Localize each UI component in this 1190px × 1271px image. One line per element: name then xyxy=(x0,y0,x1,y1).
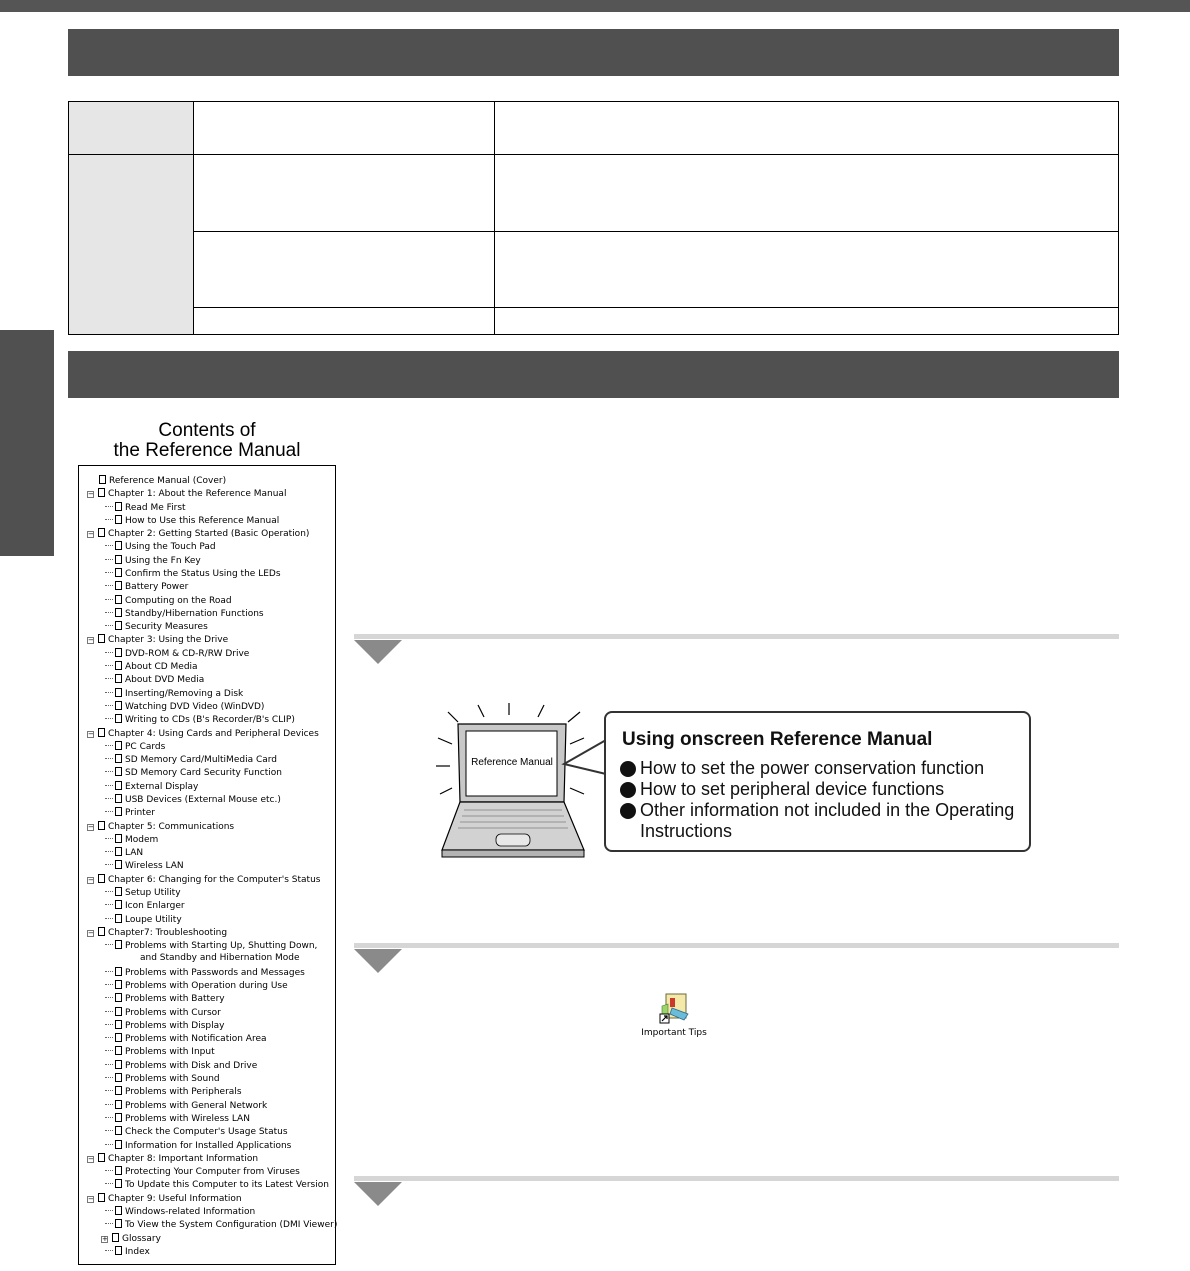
document-icon xyxy=(115,1020,122,1029)
document-icon xyxy=(115,555,122,564)
toc-item[interactable] xyxy=(105,900,185,912)
toc-item-label: Modem xyxy=(125,834,159,845)
toc-item-label: Read Me First xyxy=(125,502,186,513)
toc-item-label: PC Cards xyxy=(125,741,166,752)
tree-connector xyxy=(105,1050,113,1051)
callout-item-text: Other information not included in the Operating Instructions xyxy=(640,800,1015,841)
toc-item-label: Writing to CDs (B's Recorder/B's CLIP) xyxy=(125,715,295,726)
document-icon xyxy=(112,1233,119,1242)
tree-connector xyxy=(105,864,113,865)
document-icon xyxy=(115,807,122,816)
tree-connector xyxy=(105,1117,113,1118)
tree-connector xyxy=(105,971,113,972)
toc-item-label: Wireless LAN xyxy=(125,861,184,872)
callout-title: Using onscreen Reference Manual xyxy=(622,729,933,750)
step-triangle-icon-1 xyxy=(354,640,402,664)
tree-connector xyxy=(105,625,113,626)
document-icon xyxy=(115,1246,122,1255)
toc-item-label: Chapter 8: Important Information xyxy=(108,1153,259,1164)
toc-item[interactable] xyxy=(105,568,281,580)
toc-item[interactable] xyxy=(105,1073,220,1085)
document-icon xyxy=(115,834,122,843)
tree-connector xyxy=(105,944,113,945)
toc-item-label: Check the Computer's Usage Status xyxy=(125,1127,288,1138)
tree-connector xyxy=(105,585,113,586)
toc-item[interactable] xyxy=(105,1086,242,1098)
toc-item-label: LAN xyxy=(125,848,144,859)
document-icon xyxy=(115,993,122,1002)
tree-connector xyxy=(105,692,113,693)
step-triangle-icon-2 xyxy=(354,949,402,973)
callout-list-item xyxy=(620,758,1020,779)
table-cell xyxy=(495,155,1119,231)
tree-connector xyxy=(105,745,113,746)
contents-title xyxy=(78,421,336,461)
document-icon xyxy=(98,821,105,830)
toc-item[interactable] xyxy=(87,634,228,646)
toc-item-label: About CD Media xyxy=(125,662,198,673)
toc-item[interactable] xyxy=(105,781,198,793)
tree-connector xyxy=(105,519,113,520)
document-icon xyxy=(115,714,122,723)
toc-item[interactable] xyxy=(105,834,158,846)
toc-item-label: Chapter 3: Using the Drive xyxy=(108,635,229,646)
toc-item[interactable] xyxy=(105,502,186,514)
toc-item-label: Inserting/Removing a Disk xyxy=(125,688,244,699)
toc-item[interactable] xyxy=(105,807,155,819)
toc-item-label: Standby/Hibernation Functions xyxy=(125,608,264,619)
bullet-icon xyxy=(620,803,636,819)
document-icon xyxy=(98,728,105,737)
tree-connector xyxy=(105,1011,113,1012)
toc-item-label: Icon Enlarger xyxy=(125,901,185,912)
tree-connector xyxy=(105,559,113,560)
toc-item[interactable] xyxy=(105,847,143,859)
toc-item-label: Using the Fn Key xyxy=(125,555,201,566)
expand-toggle-icon[interactable]: + xyxy=(102,1234,108,1243)
toc-item-label: Chapter 4: Using Cards and Peripheral Devices xyxy=(108,728,319,739)
tree-connector xyxy=(105,1130,113,1131)
toc-item[interactable] xyxy=(105,1046,215,1058)
document-icon xyxy=(98,528,105,537)
toc-item-label: Information for Installed Applications xyxy=(125,1140,292,1151)
toc-item-label: Problems with Disk and Drive xyxy=(125,1060,258,1071)
tree-connector xyxy=(105,984,113,985)
toc-item-label: Setup Utility xyxy=(125,887,181,898)
toc-item-label: To Update this Computer to its Latest Version xyxy=(125,1180,329,1191)
bullet-icon xyxy=(620,782,636,798)
expand-toggle-icon[interactable]: − xyxy=(88,729,94,738)
toc-item[interactable] xyxy=(105,767,282,779)
toc-item[interactable] xyxy=(105,993,225,1005)
section-header-bar-1 xyxy=(68,29,1119,76)
toc-item-label: Problems with Display xyxy=(125,1020,225,1031)
document-icon xyxy=(115,847,122,856)
callout-list-item xyxy=(620,779,1020,800)
toc-item-label: Chapter 9: Useful Information xyxy=(108,1193,242,1204)
toc-item[interactable] xyxy=(105,967,305,979)
document-icon xyxy=(115,541,122,550)
tree-connector xyxy=(105,1223,113,1224)
tree-connector xyxy=(105,771,113,772)
toc-item[interactable] xyxy=(105,1033,267,1045)
document-icon xyxy=(115,754,122,763)
toc-item-label: Problems with Battery xyxy=(125,994,225,1005)
expand-toggle-icon[interactable]: − xyxy=(88,636,94,645)
section-header-bar-2 xyxy=(68,351,1119,398)
toc-item[interactable] xyxy=(105,688,243,700)
tree-connector xyxy=(105,612,113,613)
toc-item[interactable] xyxy=(105,860,184,872)
callout-item-text: How to set peripheral device functions xyxy=(640,779,945,799)
toc-item-label: and Standby and Hibernation Mode xyxy=(140,953,300,964)
document-icon xyxy=(115,701,122,710)
document-icon xyxy=(98,1193,105,1202)
toc-item-label: DVD-ROM & CD-R/RW Drive xyxy=(125,648,250,659)
toc-item-label: Index xyxy=(125,1246,150,1257)
document-icon xyxy=(115,1007,122,1016)
toc-item[interactable] xyxy=(105,940,317,952)
expand-toggle-icon[interactable]: − xyxy=(88,822,94,831)
table-cell xyxy=(495,231,1119,307)
tree-connector xyxy=(105,997,113,998)
tree-connector xyxy=(105,1064,113,1065)
toc-item-label: SD Memory Card/MultiMedia Card xyxy=(125,755,277,766)
document-icon xyxy=(115,980,122,989)
toc-item[interactable] xyxy=(87,927,227,939)
toc-item[interactable] xyxy=(105,887,181,899)
toc-item[interactable] xyxy=(105,661,198,673)
toc-item[interactable] xyxy=(105,621,208,633)
document-icon xyxy=(115,648,122,657)
table-cell xyxy=(194,102,495,155)
tree-connector xyxy=(105,838,113,839)
laptop-icon xyxy=(434,700,604,865)
expand-toggle-icon[interactable]: − xyxy=(88,1154,94,1163)
tree-connector xyxy=(105,1170,113,1171)
callout-list xyxy=(620,758,1020,842)
document-icon xyxy=(115,1166,122,1175)
toc-item[interactable] xyxy=(87,821,234,833)
table-cell xyxy=(495,102,1119,155)
toc-item[interactable] xyxy=(105,714,295,726)
important-tips-label[interactable]: Important Tips xyxy=(641,1028,707,1038)
toc-item[interactable] xyxy=(105,1100,267,1112)
toc-item-label: Problems with Input xyxy=(125,1047,215,1058)
toc-item[interactable] xyxy=(105,555,201,567)
step-divider-3 xyxy=(354,1176,1119,1181)
toc-item-label: Using the Touch Pad xyxy=(125,542,216,553)
toc-item[interactable] xyxy=(105,1246,150,1258)
toc-panel xyxy=(78,465,336,1265)
document-icon xyxy=(115,674,122,683)
expand-toggle-icon[interactable]: − xyxy=(88,490,94,499)
document-icon xyxy=(115,1206,122,1215)
toc-item[interactable] xyxy=(87,1153,258,1165)
toc-item[interactable] xyxy=(105,1020,224,1032)
toc-item[interactable] xyxy=(105,1206,255,1218)
toc-item[interactable] xyxy=(105,1219,337,1231)
table-cell xyxy=(69,155,194,335)
toc-item[interactable] xyxy=(105,754,277,766)
tree-connector xyxy=(105,1183,113,1184)
tree-connector xyxy=(105,1077,113,1078)
contents-title-text: Contents of the Reference Manual xyxy=(113,420,301,461)
toc-item[interactable] xyxy=(105,1126,288,1138)
document-icon xyxy=(115,940,122,949)
document-icon xyxy=(98,927,105,936)
toc-item-label: To View the System Configuration (DMI Viewer) xyxy=(125,1220,338,1231)
laptop-screen-label: Reference Manual xyxy=(471,757,553,768)
toc-item-label: Problems with Notification Area xyxy=(125,1034,267,1045)
document-icon xyxy=(98,1153,105,1162)
toc-item[interactable] xyxy=(105,794,281,806)
tree-connector xyxy=(105,1104,113,1105)
toc-item[interactable] xyxy=(140,953,300,964)
toc-item-label: USB Devices (External Mouse etc.) xyxy=(125,794,281,805)
toc-item[interactable] xyxy=(87,488,286,500)
tree-connector xyxy=(105,572,113,573)
callout-pointer-icon xyxy=(560,738,610,778)
document-icon xyxy=(98,634,105,643)
toc-item-label: Computing on the Road xyxy=(125,595,232,606)
tree-connector xyxy=(105,705,113,706)
document-icon xyxy=(115,967,122,976)
toc-item-label: Problems with Sound xyxy=(125,1074,220,1085)
tree-connector xyxy=(105,1024,113,1025)
toc-item[interactable] xyxy=(87,1193,242,1205)
toc-item-label: Reference Manual (Cover) xyxy=(109,476,227,486)
document-icon xyxy=(115,568,122,577)
document-icon xyxy=(115,1179,122,1188)
tree-connector xyxy=(105,1210,113,1211)
toc-item-label: Confirm the Status Using the LEDs xyxy=(125,569,281,580)
document-icon xyxy=(115,608,122,617)
tree-connector xyxy=(105,718,113,719)
tree-connector xyxy=(105,599,113,600)
document-icon xyxy=(115,621,122,630)
expand-toggle-icon[interactable]: − xyxy=(88,928,94,937)
toc-item[interactable] xyxy=(105,1140,291,1152)
document-icon xyxy=(115,781,122,790)
tree-connector xyxy=(105,798,113,799)
toc-item-label: Printer xyxy=(125,808,155,819)
toc-item-label: Loupe Utility xyxy=(125,914,182,925)
toc-item-label: Glossary xyxy=(122,1233,161,1244)
toc-item[interactable] xyxy=(105,701,264,713)
toc-item-label: External Display xyxy=(125,781,199,792)
toc-item[interactable] xyxy=(99,475,226,487)
toc-item[interactable] xyxy=(87,874,320,886)
document-icon xyxy=(115,1140,122,1149)
tree-connector xyxy=(105,811,113,812)
toc-item-label: Chapter 2: Getting Started (Basic Operation) xyxy=(108,529,310,540)
tree-connector xyxy=(105,904,113,905)
toc-item[interactable] xyxy=(105,595,232,607)
toc-item[interactable] xyxy=(105,1179,329,1191)
document-icon xyxy=(115,1126,122,1135)
tree-connector xyxy=(105,918,113,919)
toc-item[interactable] xyxy=(105,541,216,553)
toc-item-label: Security Measures xyxy=(125,622,208,633)
tree-connector xyxy=(105,678,113,679)
document-icon xyxy=(115,1060,122,1069)
callout-item-text: How to set the power conservation function xyxy=(640,758,985,778)
document-icon xyxy=(115,581,122,590)
toc-item[interactable] xyxy=(105,914,182,926)
document-icon xyxy=(115,860,122,869)
toc-item-label: Problems with General Network xyxy=(125,1100,268,1111)
step-divider-1 xyxy=(354,634,1119,639)
document-icon xyxy=(115,688,122,697)
toc-item[interactable] xyxy=(87,528,309,540)
toc-item-label: Problems with Passwords and Messages xyxy=(125,967,305,978)
side-tab xyxy=(0,330,54,556)
toc-item-label: Problems with Peripherals xyxy=(125,1087,242,1098)
toc-item-label: Chapter 5: Communications xyxy=(108,821,235,832)
document-icon xyxy=(115,1086,122,1095)
document-icon xyxy=(98,874,105,883)
document-icon xyxy=(98,488,105,497)
table-cell xyxy=(194,155,495,231)
toc-item-label: Problems with Cursor xyxy=(125,1007,221,1018)
toc-item[interactable] xyxy=(105,1113,250,1125)
expand-toggle-icon[interactable]: − xyxy=(88,875,94,884)
step-divider-2 xyxy=(354,943,1119,948)
toc-item[interactable] xyxy=(105,608,264,620)
toc-item[interactable] xyxy=(105,515,279,527)
toc-item[interactable] xyxy=(105,648,249,660)
toc-item-label: Battery Power xyxy=(125,582,189,593)
table-cell xyxy=(194,231,495,307)
toc-item-label: Watching DVD Video (WinDVD) xyxy=(125,701,265,712)
toc-item[interactable] xyxy=(105,980,288,992)
table-cell xyxy=(495,307,1119,334)
tree-connector xyxy=(105,506,113,507)
document-icon xyxy=(115,1073,122,1082)
toc-item-label: Problems with Starting Up, Shutting Down, xyxy=(125,941,318,952)
expand-toggle-icon[interactable]: − xyxy=(88,1194,94,1203)
toc-item-label: Chapter7: Troubleshooting xyxy=(108,927,228,938)
toc-item[interactable] xyxy=(105,1007,221,1019)
toc-item[interactable] xyxy=(87,728,319,740)
callout-list-item xyxy=(620,800,1020,842)
toc-item-label: Chapter 6: Changing for the Computer's Status xyxy=(108,874,321,885)
toc-item-label: About DVD Media xyxy=(125,675,205,686)
step-triangle-icon-3 xyxy=(354,1182,402,1206)
toc-item[interactable] xyxy=(105,581,188,593)
toc-item[interactable] xyxy=(105,741,165,753)
document-icon xyxy=(115,767,122,776)
toc-item-label: SD Memory Card Security Function xyxy=(125,768,282,779)
top-bar xyxy=(0,0,1190,12)
document-icon xyxy=(115,887,122,896)
document-icon xyxy=(115,502,122,511)
tree-connector xyxy=(105,665,113,666)
toc-item-label: How to Use this Reference Manual xyxy=(125,515,280,526)
table-cell xyxy=(69,102,194,155)
tree-connector xyxy=(105,652,113,653)
document-icon xyxy=(115,914,122,923)
tree-connector xyxy=(105,758,113,759)
bullet-icon xyxy=(620,761,636,777)
tree-connector xyxy=(105,1144,113,1145)
spec-table xyxy=(68,101,1119,335)
toc-item-label: Problems with Wireless LAN xyxy=(125,1113,250,1124)
tree-connector xyxy=(105,545,113,546)
tree-connector xyxy=(105,1037,113,1038)
toc-item-label: Chapter 1: About the Reference Manual xyxy=(108,489,287,500)
document-icon xyxy=(115,1033,122,1042)
tree-connector xyxy=(105,891,113,892)
tree-connector xyxy=(105,1250,113,1251)
table-cell xyxy=(194,307,495,334)
document-icon xyxy=(115,1046,122,1055)
important-tips-icon[interactable] xyxy=(658,992,690,1024)
document-icon xyxy=(115,900,122,909)
toc-item[interactable] xyxy=(105,1166,300,1178)
document-icon xyxy=(115,1100,122,1109)
toc-item[interactable] xyxy=(105,674,204,686)
toc-item[interactable] xyxy=(101,1233,161,1245)
toc-item-label: Windows-related Information xyxy=(125,1206,256,1217)
toc-item-label: Problems with Operation during Use xyxy=(125,981,288,992)
document-icon xyxy=(115,741,122,750)
toc-item[interactable] xyxy=(105,1060,257,1072)
document-icon xyxy=(115,515,122,524)
document-icon xyxy=(115,595,122,604)
reference-manual-callout xyxy=(604,711,1031,852)
tree-connector xyxy=(105,785,113,786)
expand-toggle-icon[interactable]: − xyxy=(88,530,94,539)
document-icon xyxy=(115,794,122,803)
tree-connector xyxy=(105,851,113,852)
document-icon xyxy=(115,661,122,670)
document-icon xyxy=(115,1219,122,1228)
tree-connector xyxy=(105,1090,113,1091)
toc-item-label: Protecting Your Computer from Viruses xyxy=(125,1167,300,1178)
document-icon xyxy=(115,1113,122,1122)
document-icon xyxy=(99,475,106,484)
